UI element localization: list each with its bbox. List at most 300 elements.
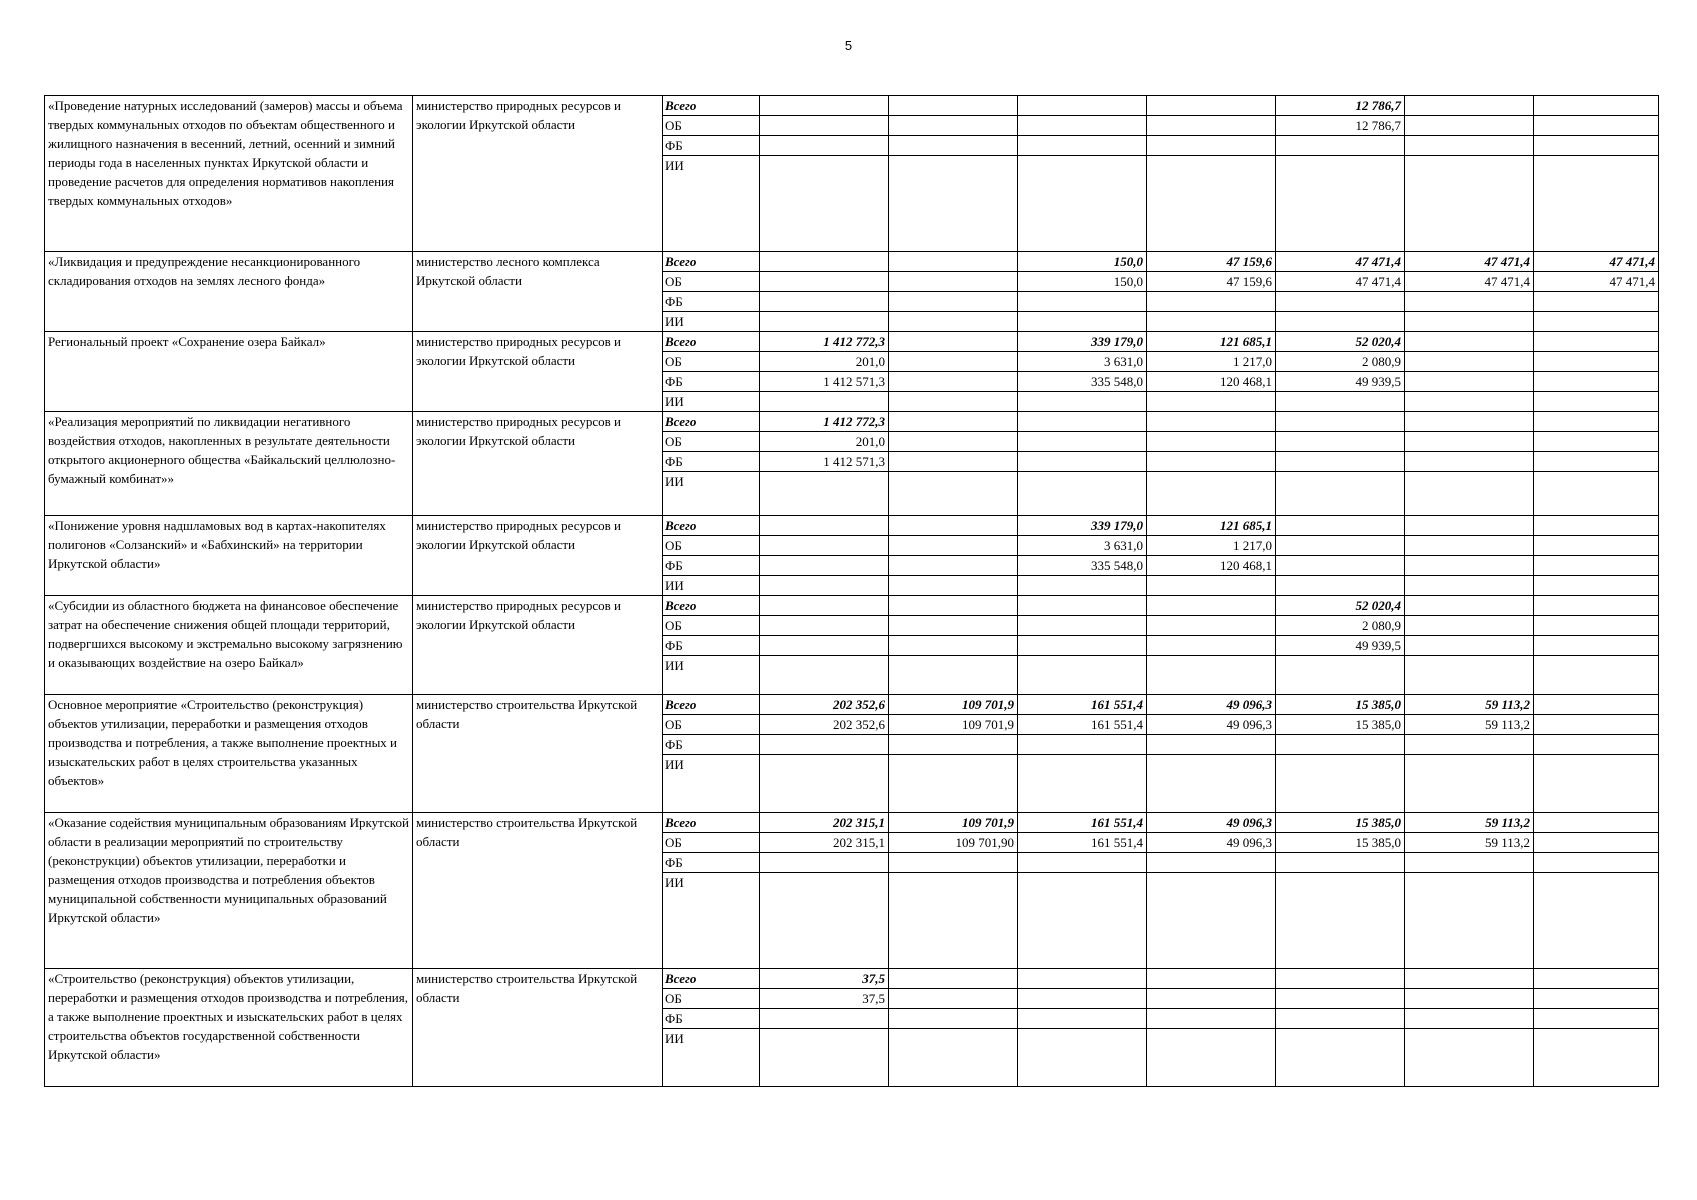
amount-cell: [1276, 136, 1405, 156]
amount-cell: [1147, 616, 1276, 636]
table-row: [45, 695, 1659, 715]
amount-cell: [1534, 596, 1659, 616]
amount-cell: [1018, 1029, 1147, 1087]
amount-cell: [1018, 636, 1147, 656]
amount-cell: [1276, 432, 1405, 452]
amount-cell: 335 548,0: [1018, 372, 1147, 392]
amount-cell: [1405, 516, 1534, 536]
amount-cell: 47 471,4: [1534, 272, 1659, 292]
amount-cell: 15 385,0: [1276, 833, 1405, 853]
amount-cell: [1147, 656, 1276, 695]
amount-cell: [1018, 1009, 1147, 1029]
amount-cell: [1534, 516, 1659, 536]
funding-source: ФБ: [663, 372, 760, 392]
amount-cell: [1405, 735, 1534, 755]
amount-cell: [889, 272, 1018, 292]
amount-cell: [1534, 755, 1659, 813]
funding-source: ИИ: [663, 656, 760, 695]
amount-cell: 3 631,0: [1018, 536, 1147, 556]
amount-cell: [1405, 332, 1534, 352]
funding-source: ИИ: [663, 755, 760, 813]
amount-cell: [1018, 596, 1147, 616]
amount-cell: [760, 392, 889, 412]
amount-cell: [1534, 116, 1659, 136]
amount-cell: 109 701,90: [889, 833, 1018, 853]
amount-cell: 47 471,4: [1405, 252, 1534, 272]
amount-cell: [1018, 616, 1147, 636]
funding-source: Всего: [663, 516, 760, 536]
amount-cell: [889, 352, 1018, 372]
amount-cell: [760, 755, 889, 813]
amount-cell: [1534, 636, 1659, 656]
amount-cell: 120 468,1: [1147, 556, 1276, 576]
amount-cell: [1147, 96, 1276, 116]
amount-cell: [1276, 576, 1405, 596]
amount-cell: 1 412 571,3: [760, 452, 889, 472]
amount-cell: [1018, 136, 1147, 156]
amount-cell: [1147, 312, 1276, 332]
amount-cell: 49 096,3: [1147, 715, 1276, 735]
amount-cell: 49 939,5: [1276, 372, 1405, 392]
funding-source: ФБ: [663, 853, 760, 873]
amount-cell: [1405, 853, 1534, 873]
amount-cell: [889, 1029, 1018, 1087]
amount-cell: [889, 516, 1018, 536]
amount-cell: [1405, 312, 1534, 332]
amount-cell: 121 685,1: [1147, 516, 1276, 536]
amount-cell: 161 551,4: [1018, 813, 1147, 833]
amount-cell: 15 385,0: [1276, 695, 1405, 715]
amount-cell: [1276, 1009, 1405, 1029]
amount-cell: [1405, 656, 1534, 695]
funding-source: ФБ: [663, 636, 760, 656]
amount-cell: [1534, 332, 1659, 352]
table-row: [45, 969, 1659, 989]
amount-cell: 49 096,3: [1147, 695, 1276, 715]
responsible-executor: министерство природных ресурсов и экологии Иркутской области: [413, 332, 663, 412]
amount-cell: [889, 853, 1018, 873]
amount-cell: [889, 156, 1018, 252]
amount-cell: 15 385,0: [1276, 715, 1405, 735]
responsible-executor: министерство природных ресурсов и экологии Иркутской области: [413, 96, 663, 252]
amount-cell: [1018, 452, 1147, 472]
amount-cell: [1147, 873, 1276, 969]
amount-cell: [1405, 1009, 1534, 1029]
amount-cell: 15 385,0: [1276, 813, 1405, 833]
amount-cell: 47 159,6: [1147, 272, 1276, 292]
amount-cell: 49 096,3: [1147, 813, 1276, 833]
amount-cell: [1147, 576, 1276, 596]
funding-source: ОБ: [663, 352, 760, 372]
amount-cell: 121 685,1: [1147, 332, 1276, 352]
funding-source: ИИ: [663, 312, 760, 332]
amount-cell: [1534, 695, 1659, 715]
amount-cell: 37,5: [760, 989, 889, 1009]
amount-cell: [889, 452, 1018, 472]
responsible-executor: министерство природных ресурсов и экологии Иркутской области: [413, 516, 663, 596]
amount-cell: [760, 636, 889, 656]
activity-description: Основное мероприятие «Строительство (реконструкция) объектов утилизации, переработки и размещения отходов производства и потребления, а также выполнение проектных и изыскательских работ в целях строительства указанных объектов»: [45, 695, 413, 813]
amount-cell: 109 701,9: [889, 813, 1018, 833]
amount-cell: [760, 252, 889, 272]
activity-description: «Строительство (реконструкция) объектов утилизации, переработки и размещения отходов производства и потребления, а также выполнение проектных и изыскательских работ в целях строительства объектов государственной собственности Иркутской области»: [45, 969, 413, 1087]
amount-cell: [1018, 312, 1147, 332]
amount-cell: [1018, 412, 1147, 432]
amount-cell: [1405, 136, 1534, 156]
amount-cell: [1534, 136, 1659, 156]
amount-cell: 1 412 772,3: [760, 332, 889, 352]
amount-cell: [1534, 853, 1659, 873]
amount-cell: [889, 432, 1018, 452]
funding-source: Всего: [663, 969, 760, 989]
amount-cell: [1534, 873, 1659, 969]
amount-cell: [889, 596, 1018, 616]
amount-cell: [1147, 755, 1276, 813]
amount-cell: 335 548,0: [1018, 556, 1147, 576]
amount-cell: [1534, 969, 1659, 989]
funding-source: ФБ: [663, 735, 760, 755]
amount-cell: [1147, 452, 1276, 472]
responsible-executor: министерство лесного комплекса Иркутской области: [413, 252, 663, 332]
amount-cell: [1147, 156, 1276, 252]
amount-cell: 202 315,1: [760, 813, 889, 833]
amount-cell: 339 179,0: [1018, 516, 1147, 536]
amount-cell: [1534, 576, 1659, 596]
funding-source: ОБ: [663, 432, 760, 452]
amount-cell: [1018, 755, 1147, 813]
amount-cell: [1018, 472, 1147, 516]
table-row: [45, 96, 1659, 116]
amount-cell: [889, 656, 1018, 695]
amount-cell: [889, 556, 1018, 576]
amount-cell: [1534, 412, 1659, 432]
amount-cell: [1405, 536, 1534, 556]
amount-cell: [1276, 556, 1405, 576]
amount-cell: [1534, 656, 1659, 695]
amount-cell: [889, 96, 1018, 116]
amount-cell: [1147, 735, 1276, 755]
funding-source: Всего: [663, 596, 760, 616]
amount-cell: 52 020,4: [1276, 332, 1405, 352]
funding-source: Всего: [663, 96, 760, 116]
amount-cell: [1405, 412, 1534, 432]
amount-cell: [1147, 989, 1276, 1009]
responsible-executor: министерство природных ресурсов и экологии Иркутской области: [413, 596, 663, 695]
activity-description: «Проведение натурных исследований (замеров) массы и объема твердых коммунальных отходов по объектам общественного и жилищного назначения в весенний, летний, осенний и зимний периоды года в населенных пунктах Иркутской области и проведение расчетов для определения нормативов накопления твердых коммунальных отходов»: [45, 96, 413, 252]
amount-cell: [889, 576, 1018, 596]
activity-description: «Понижение уровня надшламовых вод в картах-накопителях полигонов «Солзанский» и «Бабхинский» на территории Иркутской области»: [45, 516, 413, 596]
amount-cell: 120 468,1: [1147, 372, 1276, 392]
amount-cell: [760, 596, 889, 616]
amount-cell: [1276, 312, 1405, 332]
amount-cell: [1147, 392, 1276, 412]
amount-cell: [1534, 616, 1659, 636]
amount-cell: [760, 576, 889, 596]
funding-source: ОБ: [663, 116, 760, 136]
amount-cell: [1405, 372, 1534, 392]
amount-cell: [1534, 989, 1659, 1009]
amount-cell: [1018, 576, 1147, 596]
amount-cell: [1534, 156, 1659, 252]
funding-source: ИИ: [663, 472, 760, 516]
amount-cell: [1147, 1009, 1276, 1029]
amount-cell: [760, 116, 889, 136]
amount-cell: [1534, 452, 1659, 472]
funding-source: ОБ: [663, 536, 760, 556]
amount-cell: [1405, 989, 1534, 1009]
amount-cell: [1534, 536, 1659, 556]
amount-cell: [1147, 136, 1276, 156]
amount-cell: [1018, 432, 1147, 452]
amount-cell: [1147, 636, 1276, 656]
funding-source: ОБ: [663, 272, 760, 292]
amount-cell: 1 217,0: [1147, 536, 1276, 556]
amount-cell: [1534, 735, 1659, 755]
amount-cell: [889, 332, 1018, 352]
amount-cell: 109 701,9: [889, 695, 1018, 715]
amount-cell: [1147, 969, 1276, 989]
amount-cell: [889, 392, 1018, 412]
amount-cell: 49 096,3: [1147, 833, 1276, 853]
amount-cell: [1018, 392, 1147, 412]
amount-cell: [1018, 116, 1147, 136]
amount-cell: [1405, 596, 1534, 616]
amount-cell: 161 551,4: [1018, 695, 1147, 715]
amount-cell: [889, 735, 1018, 755]
amount-cell: [760, 616, 889, 636]
amount-cell: 339 179,0: [1018, 332, 1147, 352]
amount-cell: 201,0: [760, 352, 889, 372]
amount-cell: [760, 735, 889, 755]
amount-cell: [889, 136, 1018, 156]
amount-cell: [889, 472, 1018, 516]
amount-cell: [1534, 392, 1659, 412]
amount-cell: [889, 292, 1018, 312]
amount-cell: [889, 873, 1018, 969]
amount-cell: 1 217,0: [1147, 352, 1276, 372]
amount-cell: [1534, 96, 1659, 116]
amount-cell: 1 412 772,3: [760, 412, 889, 432]
activity-description: «Оказание содействия муниципальным образованиям Иркутской области в реализации мероприятий по строительству (реконструкции) объектов утилизации, переработки и размещения отходов производства и потребления объектов муниципальной собственности муниципальных образований Иркутской области»: [45, 813, 413, 969]
amount-cell: [1276, 755, 1405, 813]
table-row: [45, 252, 1659, 272]
amount-cell: 47 471,4: [1405, 272, 1534, 292]
amount-cell: [1534, 715, 1659, 735]
table-row: [45, 813, 1659, 833]
amount-cell: [1276, 1029, 1405, 1087]
amount-cell: [889, 969, 1018, 989]
amount-cell: 47 471,4: [1276, 272, 1405, 292]
amount-cell: [1534, 1029, 1659, 1087]
activity-description: «Ликвидация и предупреждение несанкционированного складирования отходов на землях лесного фонда»: [45, 252, 413, 332]
amount-cell: [1018, 292, 1147, 312]
funding-source: ФБ: [663, 556, 760, 576]
responsible-executor: министерство строительства Иркутской области: [413, 969, 663, 1087]
funding-source: ОБ: [663, 715, 760, 735]
amount-cell: 59 113,2: [1405, 833, 1534, 853]
amount-cell: 161 551,4: [1018, 833, 1147, 853]
amount-cell: [1405, 616, 1534, 636]
amount-cell: [760, 136, 889, 156]
responsible-executor: министерство строительства Иркутской области: [413, 695, 663, 813]
amount-cell: 59 113,2: [1405, 715, 1534, 735]
table-row: [45, 412, 1659, 432]
amount-cell: 52 020,4: [1276, 596, 1405, 616]
amount-cell: [760, 873, 889, 969]
amount-cell: 109 701,9: [889, 715, 1018, 735]
amount-cell: [1405, 432, 1534, 452]
amount-cell: [1534, 292, 1659, 312]
amount-cell: [889, 412, 1018, 432]
amount-cell: [760, 1009, 889, 1029]
amount-cell: [760, 96, 889, 116]
amount-cell: 202 352,6: [760, 715, 889, 735]
amount-cell: [1405, 755, 1534, 813]
amount-cell: [1405, 472, 1534, 516]
amount-cell: [1534, 1009, 1659, 1029]
activity-description: «Субсидии из областного бюджета на финансовое обеспечение затрат на обеспечение снижения общей площади территорий, подвергшихся высокому и экстремально высокому загрязнению и оказывающих воздействие на озеро Байкал»: [45, 596, 413, 695]
funding-source: ОБ: [663, 833, 760, 853]
amount-cell: [1018, 969, 1147, 989]
amount-cell: [889, 616, 1018, 636]
amount-cell: 49 939,5: [1276, 636, 1405, 656]
amount-cell: [1276, 472, 1405, 516]
amount-cell: [1018, 156, 1147, 252]
amount-cell: 201,0: [760, 432, 889, 452]
funding-source: Всего: [663, 332, 760, 352]
amount-cell: 2 080,9: [1276, 352, 1405, 372]
amount-cell: [1534, 432, 1659, 452]
funding-source: ИИ: [663, 1029, 760, 1087]
amount-cell: [760, 472, 889, 516]
funding-source: ФБ: [663, 452, 760, 472]
amount-cell: [1018, 656, 1147, 695]
amount-cell: [1147, 116, 1276, 136]
amount-cell: [760, 292, 889, 312]
amount-cell: [1534, 312, 1659, 332]
amount-cell: 47 471,4: [1534, 252, 1659, 272]
amount-cell: [1405, 116, 1534, 136]
funding-source: Всего: [663, 813, 760, 833]
amount-cell: [1018, 96, 1147, 116]
amount-cell: [760, 853, 889, 873]
amount-cell: [1276, 412, 1405, 432]
activity-description: Региональный проект «Сохранение озера Байкал»: [45, 332, 413, 412]
amount-cell: [1534, 472, 1659, 516]
amount-cell: [760, 272, 889, 292]
responsible-executor: министерство природных ресурсов и экологии Иркутской области: [413, 412, 663, 516]
amount-cell: [1147, 596, 1276, 616]
amount-cell: [1405, 969, 1534, 989]
funding-source: ИИ: [663, 392, 760, 412]
amount-cell: 2 080,9: [1276, 616, 1405, 636]
amount-cell: [760, 556, 889, 576]
amount-cell: 202 352,6: [760, 695, 889, 715]
funding-source: Всего: [663, 695, 760, 715]
funding-source: ОБ: [663, 616, 760, 636]
funding-source: ФБ: [663, 136, 760, 156]
amount-cell: [1534, 833, 1659, 853]
amount-cell: [1405, 156, 1534, 252]
amount-cell: [760, 516, 889, 536]
amount-cell: [760, 1029, 889, 1087]
amount-cell: [889, 1009, 1018, 1029]
amount-cell: [889, 989, 1018, 1009]
amount-cell: [1018, 853, 1147, 873]
amount-cell: 12 786,7: [1276, 96, 1405, 116]
page-number: 5: [844, 38, 853, 53]
amount-cell: [760, 536, 889, 556]
amount-cell: 59 113,2: [1405, 695, 1534, 715]
amount-cell: [1276, 853, 1405, 873]
amount-cell: [1276, 735, 1405, 755]
funding-source: ФБ: [663, 1009, 760, 1029]
amount-cell: 161 551,4: [1018, 715, 1147, 735]
amount-cell: [760, 656, 889, 695]
amount-cell: [1405, 96, 1534, 116]
amount-cell: [889, 312, 1018, 332]
funding-source: ИИ: [663, 156, 760, 252]
amount-cell: 202 315,1: [760, 833, 889, 853]
amount-cell: [1276, 516, 1405, 536]
amount-cell: [1534, 352, 1659, 372]
amount-cell: 47 159,6: [1147, 252, 1276, 272]
amount-cell: [1534, 372, 1659, 392]
amount-cell: 59 113,2: [1405, 813, 1534, 833]
activity-description: «Реализация мероприятий по ликвидации негативного воздействия отходов, накопленных в результате деятельности открытого акционерного общества «Байкальский целлюлозно-бумажный комбинат»»: [45, 412, 413, 516]
amount-cell: [1276, 452, 1405, 472]
funding-source: Всего: [663, 412, 760, 432]
funding-source: ФБ: [663, 292, 760, 312]
amount-cell: [1276, 292, 1405, 312]
amount-cell: [889, 116, 1018, 136]
amount-cell: [1018, 873, 1147, 969]
amount-cell: [1534, 813, 1659, 833]
amount-cell: [1405, 636, 1534, 656]
funding-source: ИИ: [663, 873, 760, 969]
table-row: [45, 596, 1659, 616]
amount-cell: [1276, 969, 1405, 989]
budget-table: [44, 95, 1659, 1087]
amount-cell: [1405, 452, 1534, 472]
amount-cell: 47 471,4: [1276, 252, 1405, 272]
table-row: [45, 332, 1659, 352]
amount-cell: [760, 312, 889, 332]
amount-cell: [1147, 432, 1276, 452]
amount-cell: [1276, 156, 1405, 252]
amount-cell: [1276, 656, 1405, 695]
amount-cell: [1147, 1029, 1276, 1087]
amount-cell: [1405, 556, 1534, 576]
amount-cell: 37,5: [760, 969, 889, 989]
amount-cell: 12 786,7: [1276, 116, 1405, 136]
amount-cell: 3 631,0: [1018, 352, 1147, 372]
table-row: [45, 516, 1659, 536]
amount-cell: 150,0: [1018, 252, 1147, 272]
amount-cell: [1018, 989, 1147, 1009]
amount-cell: [1405, 576, 1534, 596]
funding-source: ИИ: [663, 576, 760, 596]
amount-cell: [1276, 536, 1405, 556]
amount-cell: [760, 156, 889, 252]
amount-cell: [1405, 1029, 1534, 1087]
amount-cell: 150,0: [1018, 272, 1147, 292]
amount-cell: [1147, 412, 1276, 432]
funding-source: Всего: [663, 252, 760, 272]
amount-cell: 1 412 571,3: [760, 372, 889, 392]
amount-cell: [1276, 989, 1405, 1009]
amount-cell: [1276, 392, 1405, 412]
